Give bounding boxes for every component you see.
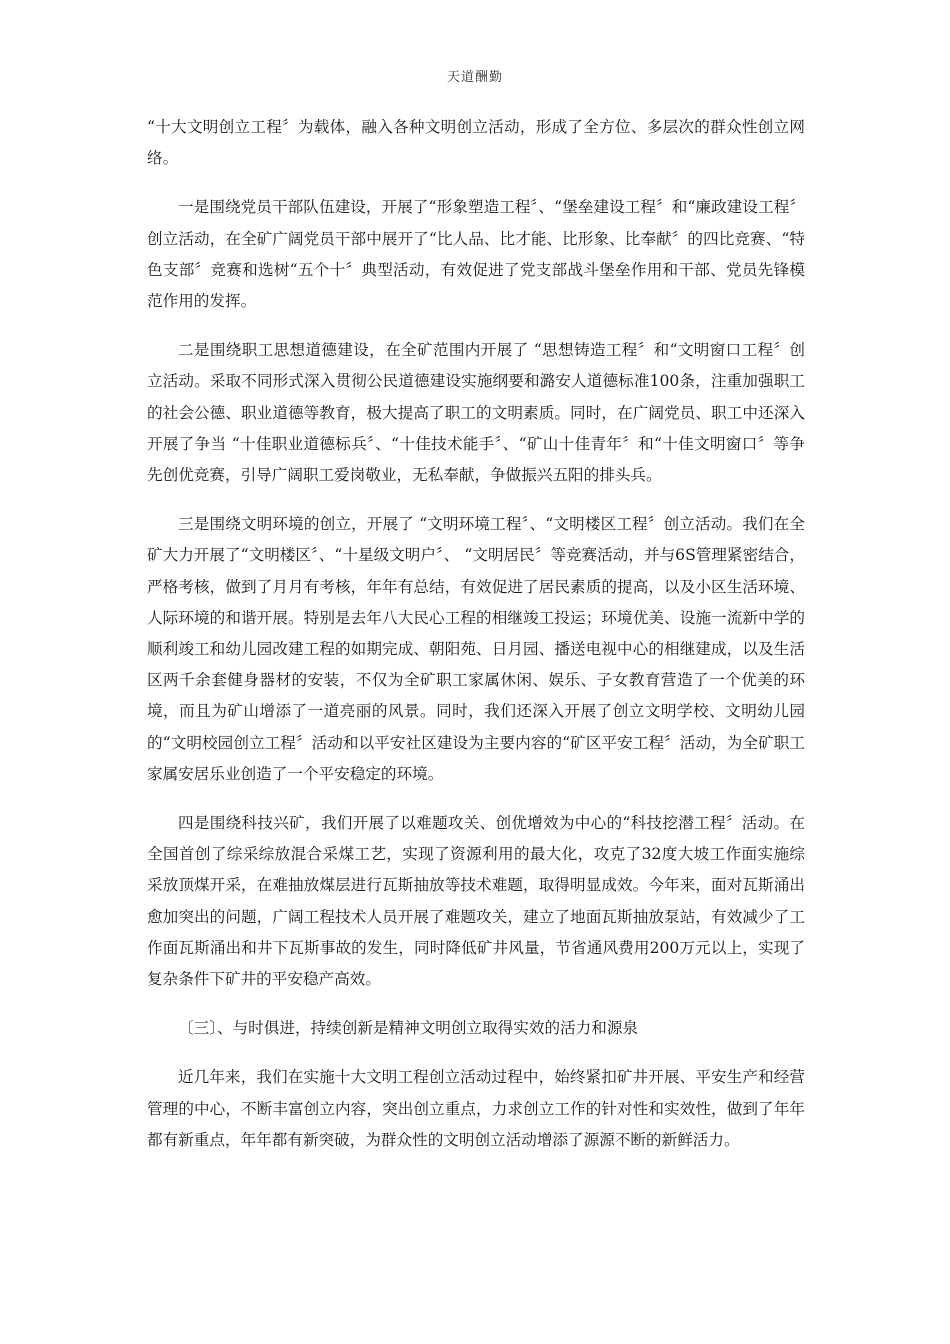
paragraph-closing: 近几年来，我们在实施十大文明工程创立活动过程中，始终紧扣矿井开展、平安生产和经营管理的中心，不断丰富创立内容，突出创立重点，力求创立工作的针对性和实效性，做到了年年都有新重点，年年都有新突破，为群众性的文明创立活动增添了源源不断的新鲜活力。 [147, 1068, 805, 1149]
section-heading: 〔三〕、与时俱进，持续创新是精神文明创立取得实效的活力和源泉 [178, 1019, 639, 1038]
document-body [147, 112, 805, 1174]
paragraph-worker-ethics: 二是围绕职工思想道德建设，在全矿范围内开展了 “思想铸造工程〞和“文明窗口工程〞创立活动。采取不同形式深入贯彻公民道德建设实施纲要和潞安人道德标准100条，注重加强职工的社会公德、职业道德等教育，极大提高了职工的文明素质。同时，在广阔党员、职工中还深入开展了争当 “十佳职业道德标兵〞、“十佳技术能手〞、“矿山十佳青年〞和“十佳文明窗口〞等争先创优竞赛，引导广阔职工爱岗敬业，无私奉献，争做振兴五阳的排头兵。 [147, 341, 805, 485]
paragraph-civilized-environment: 三是围绕文明环境的创立，开展了 “文明环境工程〞、“文明楼区工程〞创立活动。我们在全矿大力开展了“文明楼区〞、“十星级文明户〞、 “文明居民〞等竞赛活动，并与6S管理紧密结合，严格考核，做到了月月有考核，年年有总结，有效促进了居民素质的提高，以及小区生活环境、人际环境的和谐开展。特别是去年八大民心工程的相继竣工投运；环境优美、设施一流新中学的顺利竣工和幼儿园改建工程的如期完成、朝阳苑、日月园、播送电视中心的相继建成，以及生活区两千余套健身器材的安装，不仅为全矿职工家属休闲、娱乐、子女教育营造了一个优美的环境，而且为矿山增添了一道亮丽的风景。同时，我们还深入开展了创立文明学校、文明幼儿园的“文明校园创立工程〞活动和以平安社区建设为主要内容的“矿区平安工程〞活动，为全矿职工家属安居乐业创造了一个平安稳定的环境。 [147, 515, 805, 783]
page-header: 天道酬勤 [446, 70, 503, 85]
paragraph-continuation: “十大文明创立工程〞为载体，融入各种文明创立活动，形成了全方位、多层次的群众性创立网络。 [147, 118, 805, 168]
paragraph-party-cadres: 一是围绕党员干部队伍建设，开展了“形象塑造工程〞、“堡垒建设工程〞和“廉政建设工程〞创立活动，在全矿广阔党员干部中展开了“比人品、比才能、比形象、比奉献〞的四比竞赛、“特色支部〞竞赛和选树“五个十〞典型活动，有效促进了党支部战斗堡垒作用和干部、党员先锋模范作用的发挥。 [147, 198, 805, 311]
paragraph-science-technology: 四是围绕科技兴矿，我们开展了以难题攻关、创优增效为中心的“科技挖潜工程〞活动。在全国首创了综采综放混合采煤工艺，实现了资源利用的最大化，攻克了32度大坡工作面实施综采放顶煤开采，在难抽放煤层进行瓦斯抽放等技术难题，取得明显成效。今年来，面对瓦斯涌出愈加突出的问题，广阔工程技术人员开展了难题攻关，建立了地面瓦斯抽放泵站，有效减少了工作面瓦斯涌出和井下瓦斯事故的发生，同时降低矿井风量，节省通风费用200万元以上，实现了复杂条件下矿井的平安稳产高效。 [147, 814, 805, 989]
